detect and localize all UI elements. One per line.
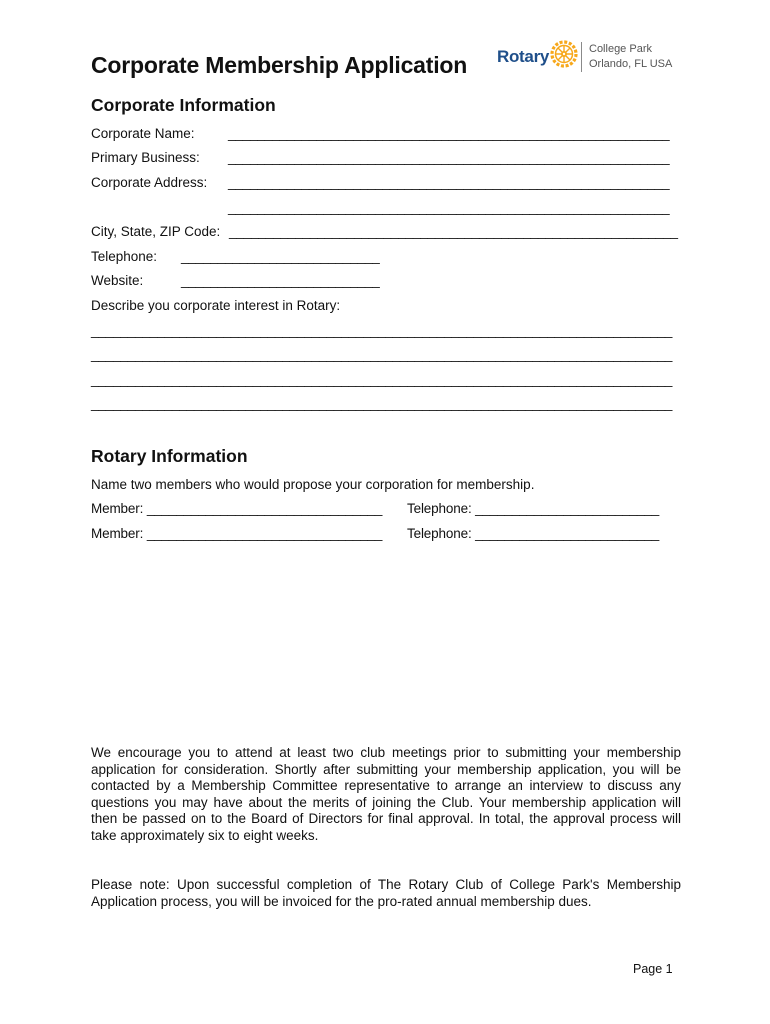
interest-field-3[interactable]: _______________________________________________________________________________ <box>91 372 673 387</box>
page-title: Corporate Membership Application <box>91 52 468 78</box>
corporate-address-label: Corporate Address: <box>91 175 208 190</box>
corporate-name-field[interactable]: ____________________________________________________________ <box>228 126 670 141</box>
city-state-zip-label: City, State, ZIP Code: <box>91 224 221 239</box>
rotary-info-heading: Rotary Information <box>91 446 248 466</box>
corporate-address-field-1[interactable]: ____________________________________________________________ <box>228 175 670 190</box>
city-state-zip-field[interactable]: _____________________________________________________________ <box>229 224 678 239</box>
logo-location-line2: Orlando, FL USA <box>589 58 673 70</box>
corporate-address-field-2[interactable]: ____________________________________________________________ <box>228 200 670 215</box>
logo-divider <box>581 42 582 72</box>
telephone-field[interactable]: ___________________________ <box>181 249 380 264</box>
interest-label: Describe you corporate interest in Rotary: <box>91 298 341 313</box>
rotary-logo <box>495 38 673 78</box>
primary-business-label: Primary Business: <box>91 150 200 165</box>
interest-field-2[interactable]: _______________________________________________________________________________ <box>91 347 673 362</box>
rotary-instructions: Name two members who would propose your corporation for membership. <box>91 477 535 492</box>
page-number: Page 1 <box>633 962 673 976</box>
member-2-field[interactable]: Member: ________________________________ <box>91 526 383 541</box>
interest-field-4[interactable]: _______________________________________________________________________________ <box>91 396 673 411</box>
interest-field-1[interactable]: _______________________________________________________________________________ <box>91 323 673 338</box>
primary-business-field[interactable]: ____________________________________________________________ <box>228 150 670 165</box>
corporate-name-label: Corporate Name: <box>91 126 195 141</box>
member-1-telephone-field[interactable]: Telephone: _________________________ <box>407 501 660 516</box>
telephone-label: Telephone: <box>91 249 158 264</box>
rotary-wheel-icon <box>550 40 578 68</box>
logo-location-line1: College Park <box>589 43 652 55</box>
corporate-info-heading: Corporate Information <box>91 95 276 115</box>
logo-wordmark: Rotary <box>497 47 550 66</box>
website-field[interactable]: ___________________________ <box>181 273 380 288</box>
dues-note-paragraph: Please note: Upon successful completion of The Rotary Club of College Park's Membership Application process, you will be invoiced for the pro-rated annual membership dues. <box>91 877 681 909</box>
website-label: Website: <box>91 273 144 288</box>
member-1-field[interactable]: Member: ________________________________ <box>91 501 383 516</box>
process-paragraph: We encourage you to attend at least two club meetings prior to submitting your membership application for consideration. Shortly after submitting your membership application, you will be contacted by a Membership Committee representative to arrange an interview to discuss any questions you may have about the merits of joining the Club. Your membership application will then be passed on to the Board of Directors for final approval. In total, the approval process will take approximately six to eight weeks. <box>91 745 681 843</box>
member-2-telephone-field[interactable]: Telephone: _________________________ <box>407 526 660 541</box>
